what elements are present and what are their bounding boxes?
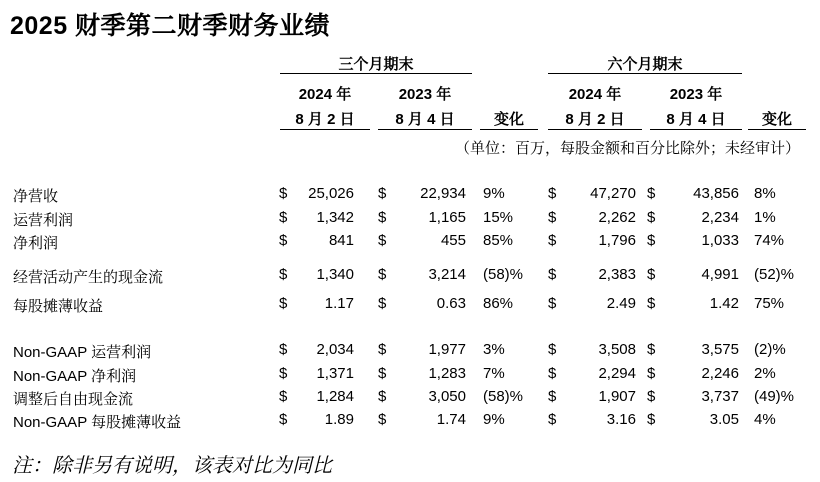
header-rule-2024-half (548, 129, 642, 130)
cell-currency: $ (647, 232, 656, 249)
cell-currency: $ (279, 232, 288, 249)
table-row (0, 388, 820, 410)
cell-q24-value: 1,340 (316, 266, 354, 283)
header-year-2024-quarter: 2024 年 (298, 86, 352, 103)
row-label: Non-GAAP 每股摊薄收益 (13, 414, 182, 431)
cell-h23-value: 3,737 (701, 388, 739, 405)
cell-h24-value: 2.49 (606, 295, 636, 312)
table-row (0, 266, 820, 288)
cell-q23-value: 3,214 (428, 266, 466, 283)
header-six-months: 六个月期末 (607, 56, 683, 73)
table-row (0, 295, 820, 317)
cell-currency: $ (548, 185, 557, 202)
cell-h-change: 1% (754, 209, 776, 226)
cell-q-change: 86% (483, 295, 514, 312)
cell-q24-value: 2,034 (316, 341, 354, 358)
cell-h-change: 4% (754, 411, 776, 428)
cell-q23-value: 3,050 (428, 388, 466, 405)
cell-h24-value: 2,383 (598, 266, 636, 283)
cell-currency: $ (378, 295, 387, 312)
cell-q-change: 9% (483, 185, 505, 202)
header-date-2024-half: 8 月 2 日 (565, 111, 625, 128)
table-row (0, 341, 820, 363)
cell-q24-value: 1.89 (324, 411, 354, 428)
cell-currency: $ (378, 388, 387, 405)
cell-currency: $ (647, 266, 656, 283)
cell-currency: $ (279, 266, 288, 283)
table-row (0, 185, 820, 207)
cell-q-change: 3% (483, 341, 505, 358)
header-year-2023-quarter: 2023 年 (398, 86, 452, 103)
row-label: 每股摊薄收益 (13, 298, 104, 315)
header-date-2024-quarter: 8 月 2 日 (295, 111, 355, 128)
row-label: 净营收 (13, 188, 59, 205)
cell-currency: $ (647, 295, 656, 312)
cell-h23-value: 2,246 (701, 365, 739, 382)
cell-h-change: (2)% (754, 341, 786, 358)
cell-currency: $ (647, 185, 656, 202)
cell-currency: $ (548, 341, 557, 358)
cell-q-change: 15% (483, 209, 514, 226)
cell-currency: $ (378, 185, 387, 202)
cell-h-change: (49)% (754, 388, 795, 405)
row-label: 净利润 (13, 235, 59, 252)
cell-q24-value: 841 (328, 232, 354, 249)
header-rule-change-half (748, 129, 806, 130)
cell-h-change: 75% (754, 295, 785, 312)
cell-currency: $ (548, 295, 557, 312)
header-rule-2023-quarter (378, 129, 472, 130)
row-label: Non-GAAP 运营利润 (13, 344, 152, 361)
cell-h24-value: 2,262 (598, 209, 636, 226)
cell-q24-value: 1,284 (316, 388, 354, 405)
cell-currency: $ (647, 209, 656, 226)
cell-currency: $ (647, 341, 656, 358)
cell-currency: $ (279, 388, 288, 405)
cell-currency: $ (548, 209, 557, 226)
row-label: Non-GAAP 净利润 (13, 368, 137, 385)
header-rule-six-months (548, 73, 742, 74)
cell-currency: $ (548, 365, 557, 382)
cell-h24-value: 3,508 (598, 341, 636, 358)
table-row (0, 365, 820, 387)
cell-h-change: (52)% (754, 266, 795, 283)
header-year-2024-half: 2024 年 (568, 86, 622, 103)
cell-q23-value: 1,977 (428, 341, 466, 358)
cell-q-change: 85% (483, 232, 514, 249)
row-label: 调整后自由现金流 (13, 391, 134, 408)
row-label: 运营利润 (13, 212, 74, 229)
cell-currency: $ (378, 209, 387, 226)
cell-q24-value: 1,371 (316, 365, 354, 382)
table-row (0, 209, 820, 231)
cell-q-change: (58)% (483, 266, 524, 283)
cell-h23-value: 1.42 (709, 295, 739, 312)
cell-h23-value: 1,033 (701, 232, 739, 249)
header-rule-change-quarter (480, 129, 538, 130)
header-rule-three-months (280, 73, 472, 74)
cell-currency: $ (548, 266, 557, 283)
cell-q24-value: 1.17 (324, 295, 354, 312)
table-row (0, 232, 820, 254)
table-row (0, 411, 820, 433)
cell-q24-value: 1,342 (316, 209, 354, 226)
header-change-half: 变化 (761, 111, 792, 128)
cell-q23-value: 0.63 (436, 295, 466, 312)
cell-h24-value: 1,796 (598, 232, 636, 249)
page-title: 2025 财季第二财季财务业绩 (10, 12, 331, 40)
cell-h23-value: 4,991 (701, 266, 739, 283)
cell-h-change: 2% (754, 365, 776, 382)
cell-currency: $ (378, 341, 387, 358)
cell-q-change: (58)% (483, 388, 524, 405)
cell-h23-value: 2,234 (701, 209, 739, 226)
cell-q23-value: 1,165 (428, 209, 466, 226)
cell-h24-value: 47,270 (590, 185, 636, 202)
cell-h23-value: 3.05 (709, 411, 739, 428)
cell-h23-value: 3,575 (701, 341, 739, 358)
cell-currency: $ (647, 411, 656, 428)
cell-h23-value: 43,856 (693, 185, 739, 202)
cell-q23-value: 1,283 (428, 365, 466, 382)
cell-h-change: 74% (754, 232, 785, 249)
cell-q23-value: 22,934 (420, 185, 466, 202)
cell-currency: $ (279, 365, 288, 382)
cell-currency: $ (378, 411, 387, 428)
cell-currency: $ (548, 411, 557, 428)
header-three-months: 三个月期末 (338, 56, 414, 73)
cell-currency: $ (378, 365, 387, 382)
cell-currency: $ (378, 232, 387, 249)
cell-q23-value: 455 (440, 232, 466, 249)
cell-h24-value: 3.16 (606, 411, 636, 428)
footnote: 注：除非另有说明，该表对比为同比 (12, 455, 332, 477)
cell-h-change: 8% (754, 185, 776, 202)
unit-note: （单位：百万，每股金额和百分比除外；未经审计） (454, 140, 800, 157)
cell-currency: $ (279, 209, 288, 226)
header-date-2023-half: 8 月 4 日 (666, 111, 726, 128)
row-label: 经营活动产生的现金流 (13, 269, 164, 286)
header-date-2023-quarter: 8 月 4 日 (395, 111, 455, 128)
cell-currency: $ (279, 341, 288, 358)
cell-q-change: 9% (483, 411, 505, 428)
header-rule-2023-half (650, 129, 742, 130)
header-rule-2024-quarter (280, 129, 370, 130)
cell-h24-value: 2,294 (598, 365, 636, 382)
cell-q24-value: 25,026 (308, 185, 354, 202)
cell-currency: $ (647, 388, 656, 405)
cell-currency: $ (548, 388, 557, 405)
header-year-2023-half: 2023 年 (669, 86, 723, 103)
cell-q23-value: 1.74 (436, 411, 466, 428)
cell-currency: $ (378, 266, 387, 283)
cell-currency: $ (647, 365, 656, 382)
cell-q-change: 7% (483, 365, 505, 382)
cell-currency: $ (279, 411, 288, 428)
header-change-quarter: 变化 (493, 111, 524, 128)
cell-currency: $ (548, 232, 557, 249)
cell-h24-value: 1,907 (598, 388, 636, 405)
cell-currency: $ (279, 185, 288, 202)
cell-currency: $ (279, 295, 288, 312)
